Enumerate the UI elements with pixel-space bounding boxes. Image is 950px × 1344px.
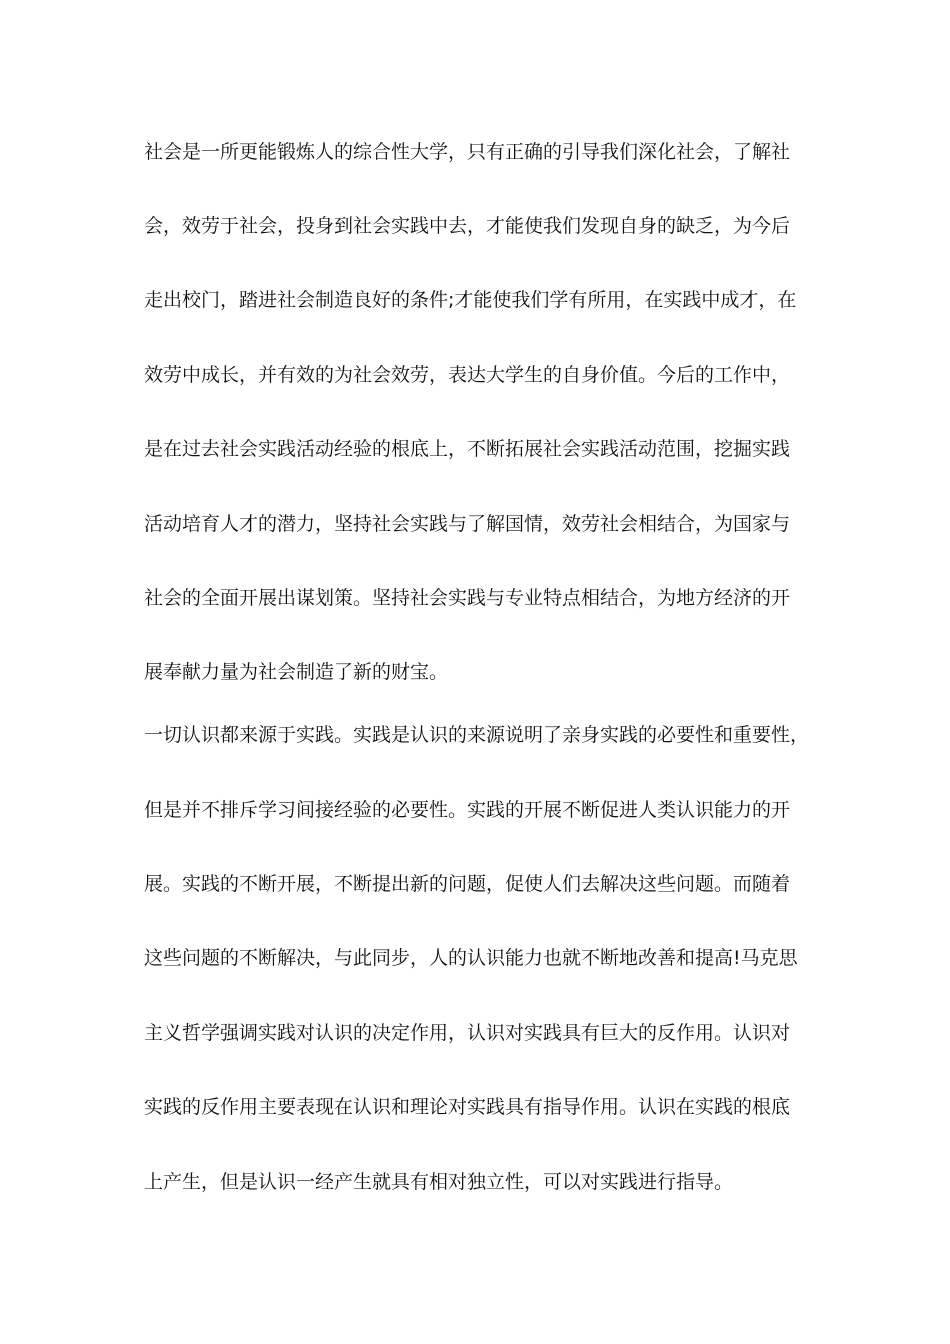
paragraph-2-line-5: 主义哲学强调实践对认识的决定作用，认识对实践具有巨大的反作用。认识对: [144, 1022, 791, 1044]
paragraph-1-line-3: 走出校门，踏进社会制造良好的条件;才能使我们学有所用，在实践中成才，在: [144, 289, 797, 311]
paragraph-1-line-7: 社会的全面开展出谋划策。坚持社会实践与专业特点相结合，为地方经济的开: [144, 587, 791, 609]
paragraph-2-line-2: 但是并不排斥学习间接经验的必要性。实践的开展不断促进人类认识能力的开: [144, 799, 791, 821]
paragraph-1-line-1: 社会是一所更能锻炼人的综合性大学，只有正确的引导我们深化社会，了解社: [144, 141, 791, 163]
paragraph-1-line-5: 是在过去社会实践活动经验的根底上，不断拓展社会实践活动范围，挖掘实践: [144, 438, 791, 460]
paragraph-2-line-1: 一切认识都来源于实践。实践是认识的来源说明了亲身实践的必要性和重要性，: [144, 724, 810, 746]
paragraph-2-line-6: 实践的反作用主要表现在认识和理论对实践具有指导作用。认识在实践的根底: [144, 1096, 791, 1118]
paragraph-1-line-4: 效劳中成长，并有效的为社会效劳，表达大学生的自身价值。今后的工作中，: [144, 364, 791, 386]
paragraph-1-line-6: 活动培育人才的潜力，坚持社会实践与了解国情，效劳社会相结合，为国家与: [144, 513, 791, 535]
paragraph-2-line-3: 展。实践的不断开展，不断提出新的问题，促使人们去解决这些问题。而随着: [144, 873, 791, 895]
paragraph-2-line-7: 上产生，但是认识一经产生就具有相对独立性，可以对实践进行指导。: [144, 1171, 734, 1193]
paragraph-1-line-2: 会，效劳于社会，投身到社会实践中去，才能使我们发现自身的缺乏，为今后: [144, 215, 791, 237]
paragraph-2-line-4: 这些问题的不断解决，与此同步，人的认识能力也就不断地改善和提高!马克思: [144, 947, 798, 969]
paragraph-1-line-8: 展奉献力量为社会制造了新的财宝。: [144, 661, 449, 683]
